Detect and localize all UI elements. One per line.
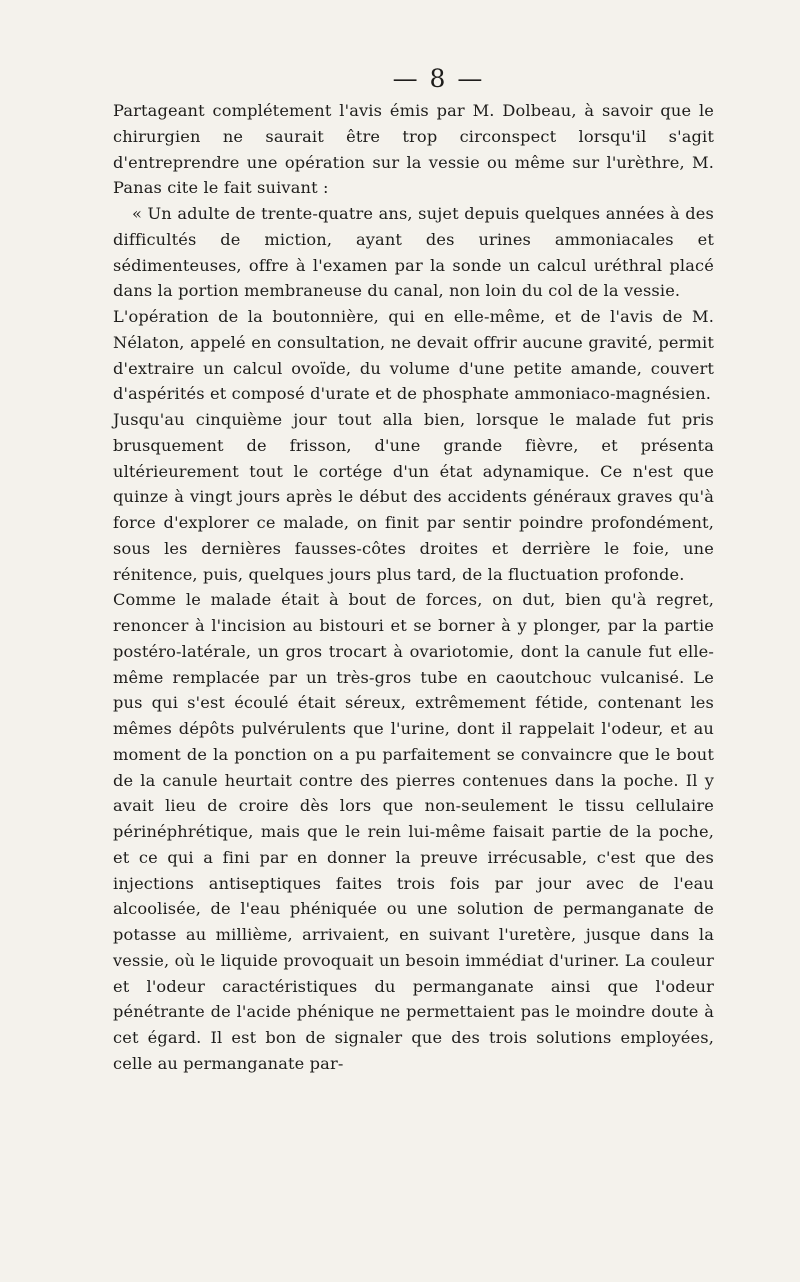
- paragraph: « Un adulte de trente-quatre ans, sujet depuis quelques années à des difficultés de miction, ayant des urines ammoniacales et sédimenteuses, offre à l'examen par la sonde un calcul uréthral placé dans la portion membraneuse du canal, non loin du col de la vessie.: [113, 204, 714, 301]
- paragraph: Jusqu'au cinquième jour tout alla bien, lorsque le malade fut pris brusquement de frisson, d'une grande fièvre, et présenta ultérieurement tout le cortége d'un état adynamique. Ce n'est que quinze à vingt jours après le début des accidents généraux graves qu'à force d'explorer ce malade, on finit par sentir poindre profondément, sous les dernières fausses-côtes droites et derrière le foie, une rénitence, puis, quelques jours plus tard, de la fluctuation profonde.: [113, 410, 714, 584]
- page-number: — 8 —: [392, 64, 485, 93]
- paragraph: Comme le malade était à bout de forces, on dut, bien qu'à regret, renoncer à l'incision au bistouri et se borner à y plonger, par la partie postéro-latérale, un gros trocart à ovariotomie, dont la canule fut elle-même remplacée par un très-gros tube en caoutchouc vulcanisé. Le pus qui s'est écoulé était séreux, extrêmement fétide, contenant les mêmes dépôts pulvérulents que l'urine, dont il rappelait l'odeur, et au moment de la ponction on a pu parfaitement se convaincre que le bout de la canule heurtait contre des pierres contenues dans la poche. Il y avait lieu de croire dès lors que non-seulement le tissu cellulaire périnéphrétique, mais que le rein lui-même faisait partie de la poche, et ce qui a fini par en donner la preuve irrécusable, c'est que des injections antiseptiques faites trois fois par jour avec de l'eau alcoolisée, de l'eau phéniquée ou une solution de permanganate de potasse au millième, arrivaient, en suivant l'uretère, jusque dans la vessie, où le liquide provoquait un besoin immédiat d'uriner. La couleur et l'odeur caractéristiques du permanganate ainsi que l'odeur pénétrante de l'acide phénique ne permettaient pas le moindre doute à cet égard. Il est bon de signaler que des trois solutions employées, celle au permanganate par-: [113, 590, 714, 1073]
- body-text: [113, 98, 714, 1077]
- paragraph: L'opération de la boutonnière, qui en elle-même, et de l'avis de M. Nélaton, appelé en consultation, ne devait offrir aucune gravité, permit d'extraire un calcul ovoïde, du volume d'une petite amande, couvert d'aspérités et composé d'urate et de phosphate ammoniaco-magnésien.: [113, 307, 714, 404]
- paragraph: Partageant complétement l'avis émis par M. Dolbeau, à savoir que le chirurgien ne saurait être trop circonspect lorsqu'il s'agit d'entreprendre une opération sur la vessie ou même sur l'urèthre, M. Panas cite le fait suivant :: [113, 101, 714, 198]
